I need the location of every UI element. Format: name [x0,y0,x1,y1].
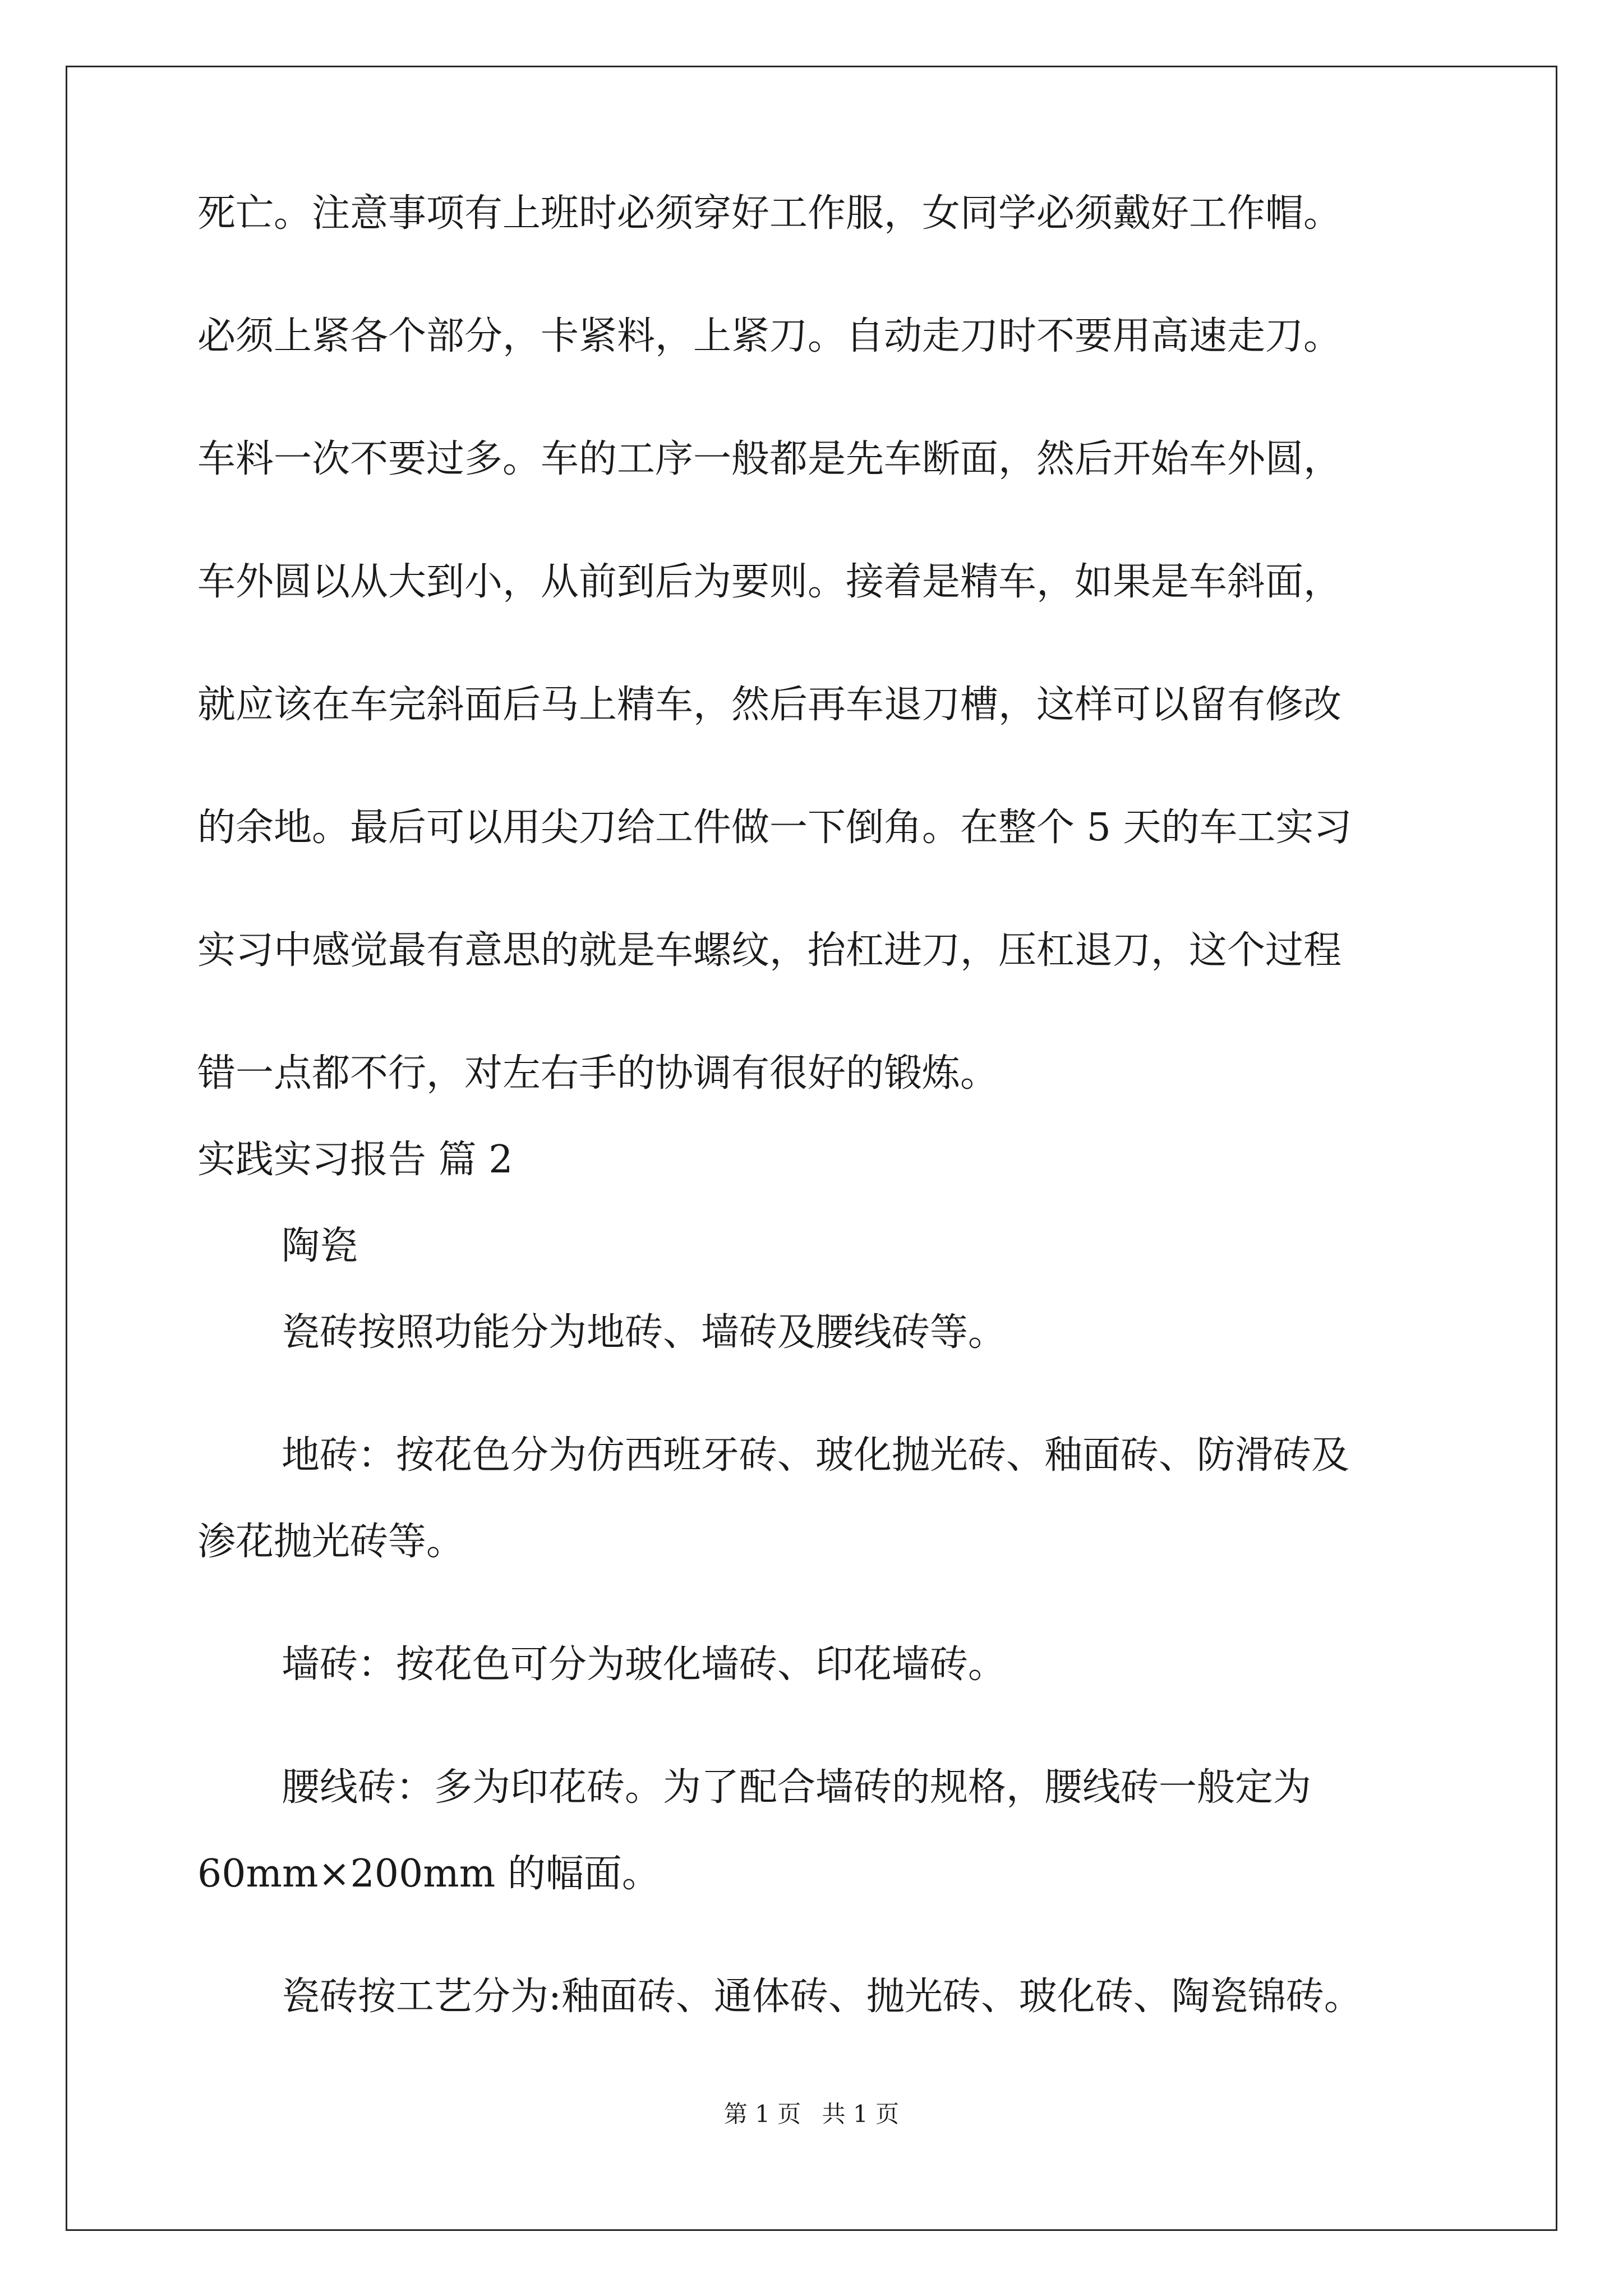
text-line: 的余地。最后可以用尖刀给工件做一下倒角。在整个 5 天的车工实习 [197,806,1352,850]
text-line: 地砖：按花色分为仿西班牙砖、玻化抛光砖、釉面砖、防滑砖及 [282,1433,1350,1478]
text-line: 就应该在车完斜面后马上精车，然后再车退刀槽，这样可以留有修改 [197,683,1342,727]
text-line: 60mm×200mm 的幅面。 [197,1852,660,1896]
text-line: 车外圆以从大到小，从前到后为要则。接着是精车，如果是车斜面， [197,560,1342,604]
page-footer [0,2100,1623,2128]
document-body [197,191,1465,2100]
subheading-ceramics: 陶瓷 [282,1224,358,1268]
page-total: 共 1 页 [822,2100,900,2128]
text-line: 必须上紧各个部分，卡紧料，上紧刀。自动走刀时不要用高速走刀。 [197,314,1342,358]
section-title: 实践实习报告 篇 2 [197,1138,513,1182]
paragraph-lathe-practice [197,191,1465,1096]
text-line: 车料一次不要过多。车的工序一般都是先车断面，然后开始车外圆， [197,437,1342,481]
text-line: 瓷砖按照功能分为地砖、墙砖及腰线砖等。 [282,1310,1007,1355]
page-number: 第 1 页 [723,2100,801,2128]
text-line: 实习中感觉最有意思的就是车螺纹，抬杠进刀，压杠退刀，这个过程 [197,928,1342,973]
text-line: 渗花抛光砖等。 [197,1520,465,1564]
text-line: 死亡。注意事项有上班时必须穿好工作服，女同学必须戴好工作帽。 [197,191,1342,236]
text-line: 腰线砖：多为印花砖。为了配合墙砖的规格，腰线砖一般定为 [282,1765,1312,1810]
section-ceramics [197,1226,1465,2017]
text-line: 瓷砖按工艺分为:釉面砖、通体砖、抛光砖、玻化砖、陶瓷锦砖。 [282,1975,1362,2019]
text-line: 错一点都不行，对左右手的协调有很好的锻炼。 [197,1051,999,1096]
text-line: 墙砖：按花色可分为玻化墙砖、印花墙砖。 [282,1642,1007,1687]
